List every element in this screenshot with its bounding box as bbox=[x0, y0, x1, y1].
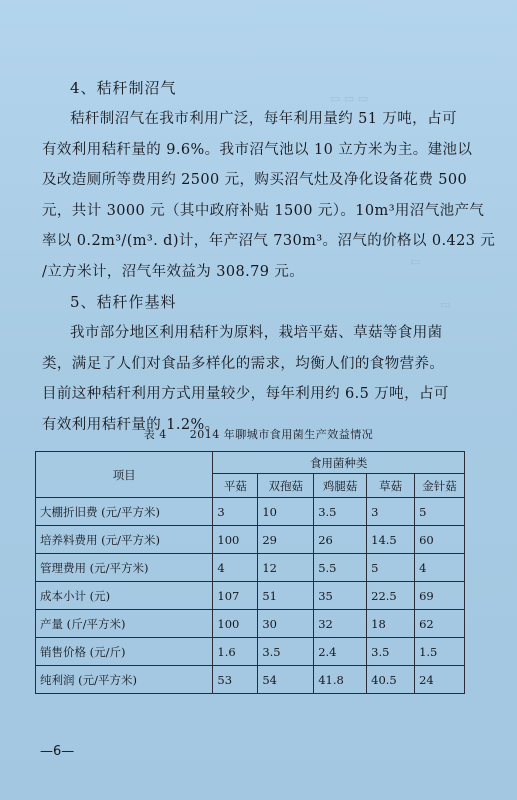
table-cell: 53 bbox=[213, 666, 258, 694]
column-header: 平菇 bbox=[213, 474, 258, 498]
table-cell: 24 bbox=[415, 666, 465, 694]
table-cell: 4 bbox=[213, 554, 258, 582]
text-line: 类，满足了人们对食品多样化的需求，均衡人们的食物营养。 bbox=[42, 355, 445, 372]
table-cell: 51 bbox=[258, 582, 314, 610]
row-label: 大棚折旧费 (元/平方米) bbox=[36, 498, 213, 526]
column-header: 草菇 bbox=[367, 474, 415, 498]
table-cell: 69 bbox=[415, 582, 465, 610]
table-cell: 29 bbox=[258, 526, 314, 554]
table-cell: 32 bbox=[314, 610, 367, 638]
table-row bbox=[36, 498, 465, 526]
table-cell: 100 bbox=[213, 526, 258, 554]
text-line: 及改造厕所等费用约 2500 元，购买沼气灶及净化设备花费 500 bbox=[42, 172, 468, 188]
table-cell: 10 bbox=[258, 498, 314, 526]
table-cell: 100 bbox=[213, 610, 258, 638]
table-cell: 3.5 bbox=[258, 638, 314, 666]
table-cell: 26 bbox=[314, 526, 367, 554]
paragraph-substrate bbox=[42, 318, 460, 440]
table-cell: 5 bbox=[367, 554, 415, 582]
text-line: 秸秆制沼气在我市利用广泛，每年利用量约 51 万吨，占可 bbox=[70, 111, 457, 127]
column-header: 金针菇 bbox=[415, 474, 465, 498]
table-cell: 3.5 bbox=[367, 638, 415, 666]
table-cell: 1.5 bbox=[415, 638, 465, 666]
text-line: 目前这种秸秆利用方式用量较少，每年利用约 6.5 万吨，占可 bbox=[42, 386, 449, 402]
row-label: 成本小计 (元) bbox=[36, 582, 213, 610]
text-line: 我市部分地区利用秸秆为原料，栽培平菇、草菇等食用菌 bbox=[70, 325, 443, 341]
table-cell: 3 bbox=[367, 498, 415, 526]
bleed-through-mark: ▭ ▭ ▭ bbox=[330, 92, 369, 105]
table-cell: 3.5 bbox=[314, 498, 367, 526]
bleed-through-mark: ▭ bbox=[410, 255, 421, 268]
page-number: —6— bbox=[40, 744, 75, 759]
table-cell: 5.5 bbox=[314, 554, 367, 582]
row-label: 销售价格 (元/斤) bbox=[36, 638, 213, 666]
table-caption: 表 4 2014 年聊城市食用菌生产效益情况 bbox=[143, 428, 374, 441]
text-line: 有效利用秸秆量的 1.2%。 bbox=[42, 416, 220, 433]
section-heading-biogas: 4、秸秆制沼气 bbox=[70, 79, 177, 97]
table-cell: 40.5 bbox=[367, 666, 415, 694]
table-cell: 60 bbox=[415, 526, 465, 554]
text-line: 有效利用秸秆量的 9.6%。我市沼气池以 10 立方米为主。建池以 bbox=[42, 141, 473, 158]
table-row bbox=[36, 526, 465, 554]
table-cell: 14.5 bbox=[367, 526, 415, 554]
table-row bbox=[36, 666, 465, 694]
table-cell: 5 bbox=[415, 498, 465, 526]
mushroom-type-header: 食用菌种类 bbox=[213, 452, 465, 474]
table-row bbox=[36, 554, 465, 582]
item-header: 项目 bbox=[36, 452, 213, 498]
column-header: 双孢菇 bbox=[258, 474, 314, 498]
table-cell: 3 bbox=[213, 498, 258, 526]
mushroom-benefit-table bbox=[35, 451, 465, 694]
table-cell: 41.8 bbox=[314, 666, 367, 694]
text-line: /立方米计，沼气年效益为 308.79 元。 bbox=[42, 263, 305, 280]
row-label: 纯利润 (元/平方米) bbox=[36, 666, 213, 694]
table-cell: 30 bbox=[258, 610, 314, 638]
table-cell: 12 bbox=[258, 554, 314, 582]
table-cell: 18 bbox=[367, 610, 415, 638]
table-cell: 1.6 bbox=[213, 638, 258, 666]
section-heading-substrate: 5、秸秆作基料 bbox=[70, 293, 177, 311]
column-header: 鸡腿菇 bbox=[314, 474, 367, 498]
table-cell: 62 bbox=[415, 610, 465, 638]
table-cell: 2.4 bbox=[314, 638, 367, 666]
row-label: 管理费用 (元/平方米) bbox=[36, 554, 213, 582]
table-cell: 22.5 bbox=[367, 582, 415, 610]
table-row bbox=[36, 638, 465, 666]
table-row bbox=[36, 610, 465, 638]
table-row bbox=[36, 582, 465, 610]
table-cell: 35 bbox=[314, 582, 367, 610]
row-label: 产量 (斤/平方米) bbox=[36, 610, 213, 638]
text-line: 率以 0.2m³/(m³. d)计，年产沼气 730m³。沼气的价格以 0.423 元 bbox=[42, 233, 496, 249]
bleed-through-mark: ▭ bbox=[440, 298, 451, 311]
table-body bbox=[36, 498, 465, 694]
paragraph-biogas bbox=[42, 104, 496, 287]
table-cell: 107 bbox=[213, 582, 258, 610]
text-line: 元，共计 3000 元（其中政府补贴 1500 元）。10m³用沼气池产气 bbox=[42, 202, 485, 219]
table-cell: 54 bbox=[258, 666, 314, 694]
row-label: 培养料费用 (元/平方米) bbox=[36, 526, 213, 554]
table-cell: 4 bbox=[415, 554, 465, 582]
